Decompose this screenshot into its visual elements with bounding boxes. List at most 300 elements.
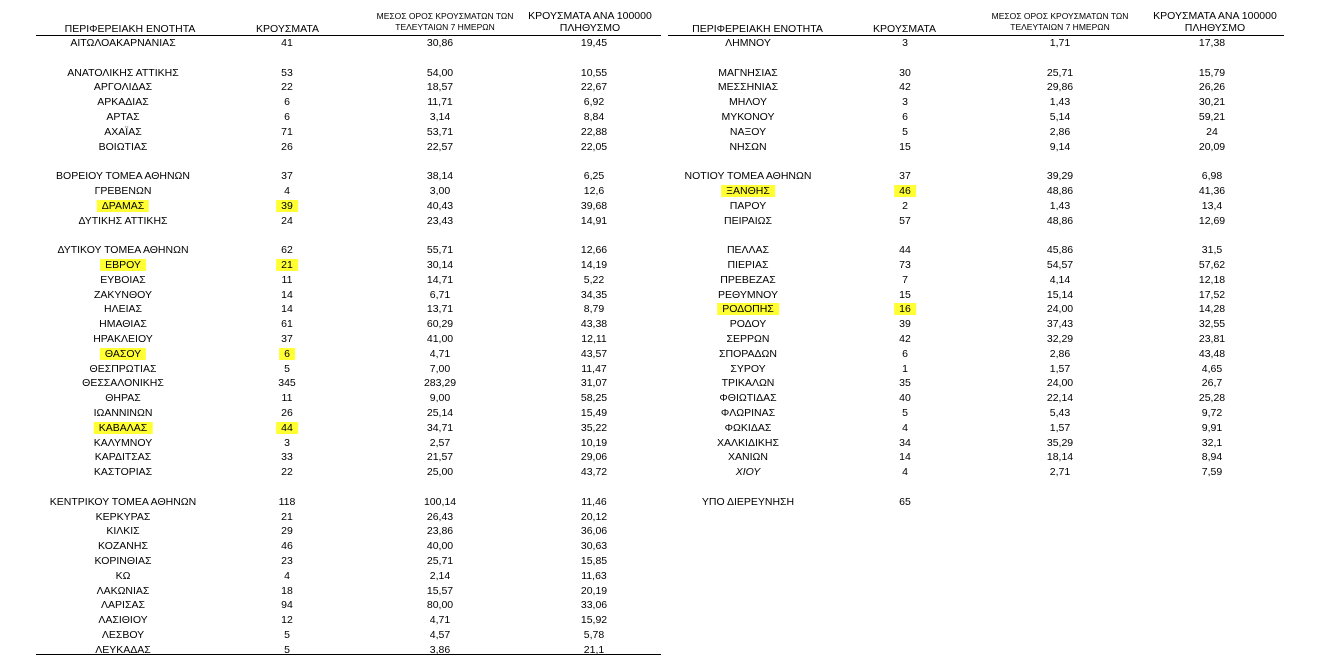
right-row-name: [725, 37, 771, 50]
right-row-cases: [899, 67, 911, 80]
left-row-per100k-text: 11,63: [581, 569, 607, 582]
left-row-name: [90, 363, 157, 376]
right-row-name: [727, 244, 769, 257]
right-row-avg-text: 1,43: [1049, 199, 1071, 212]
right-row-avg-text: 24,00: [1046, 377, 1074, 390]
left-row-cases-text: 14: [281, 288, 293, 301]
right-avg-header-line1: ΜΕΣΟΣ ΟΡΟΣ ΚΡΟΥΣΜΑΤΩΝ ΤΩΝ: [991, 11, 1129, 21]
left-avg-header-line2: ΤΕΛΕΥΤΑΙΩΝ 7 ΗΜΕΡΩΝ: [395, 22, 495, 32]
left-per100k-header: [520, 10, 660, 34]
left-row-cases-text: 4: [284, 569, 290, 582]
right-row-per100k-text: 26,7: [1201, 377, 1223, 390]
right-row-per100k: [1199, 81, 1225, 94]
right-row-avg-text: 15,14: [1046, 288, 1074, 301]
right-row-per100k: [1202, 200, 1222, 213]
right-row-per100k-text: 12,18: [1198, 273, 1226, 286]
right-row-cases: [902, 363, 908, 376]
right-row-cases: [902, 422, 908, 435]
right-row-cases-text: 15: [899, 140, 911, 153]
left-row-name: [95, 451, 152, 464]
right-row-name-text: ΜΕΣΣΗΝΙΑΣ: [717, 81, 779, 94]
right-row-per100k: [1202, 377, 1222, 390]
left-row-avg-text: 54,00: [426, 66, 454, 79]
right-row-cases: [902, 407, 908, 420]
left-row-name-text: ΔΥΤΙΚΗΣ ΑΤΤΙΚΗΣ: [78, 214, 168, 227]
right-row-cases-text: 15: [899, 288, 911, 301]
right-row-cases: [899, 215, 911, 228]
left-row-per100k: [584, 170, 604, 183]
right-row-avg-text: 54,57: [1046, 259, 1074, 271]
left-row-avg-text: 40,00: [426, 540, 454, 553]
right-row-name-text: ΧΑΝΙΩΝ: [728, 451, 768, 464]
right-row-cases-text: 57: [899, 214, 911, 227]
left-row-avg: [430, 644, 450, 657]
right-row-per100k: [1202, 437, 1222, 450]
right-row-cases: [899, 451, 911, 464]
right-row-name-text: ΡΟΔΟΠΗΣ: [717, 303, 779, 315]
left-row-cases-text: 4: [284, 185, 290, 197]
left-row-cases: [281, 333, 293, 346]
right-row-avg: [1050, 348, 1070, 361]
left-row-per100k-text: 5,78: [583, 629, 605, 641]
right-row-cases-text: 34: [899, 436, 911, 449]
left-row-name: [105, 392, 140, 405]
right-row-cases: [894, 303, 916, 316]
left-row-avg-text: 53,71: [426, 125, 454, 138]
left-row-avg-text: 38,14: [426, 170, 454, 183]
right-row-cases-text: 35: [899, 377, 911, 390]
right-row-cases: [894, 185, 916, 198]
left-row-name-text: ΚΑΒΑΛΑΣ: [94, 422, 153, 434]
left-row-avg: [427, 451, 453, 464]
right-row-name: [720, 274, 776, 287]
left-row-cases-text: 21: [281, 510, 293, 523]
right-row-name-text: ΝΑΞΟΥ: [729, 125, 767, 138]
right-row-name: [719, 392, 776, 405]
right-row-per100k: [1202, 407, 1222, 420]
left-row-cases: [281, 614, 293, 627]
left-header-rule: [36, 35, 661, 36]
left-row-cases-text: 3: [284, 436, 290, 449]
left-row-name: [100, 259, 146, 272]
left-row-per100k: [581, 363, 607, 376]
left-row-cases: [281, 585, 293, 598]
left-row-cases: [284, 185, 290, 198]
left-row-per100k-text: 6,25: [583, 170, 605, 183]
right-row-avg-text: 29,86: [1046, 81, 1074, 94]
left-row-name-text: ΗΛΕΙΑΣ: [103, 303, 143, 316]
left-row-cases: [281, 81, 293, 94]
right-row-name-text: ΤΡΙΚΑΛΩΝ: [721, 377, 775, 390]
right-row-name: [736, 466, 761, 479]
left-row-per100k: [581, 407, 607, 420]
right-row-per100k-text: 30,21: [1198, 96, 1226, 109]
left-row-name: [94, 407, 153, 420]
right-row-per100k: [1199, 215, 1225, 228]
right-row-name: [730, 126, 766, 139]
left-row-avg-text: 80,00: [426, 599, 454, 612]
left-row-cases: [276, 422, 298, 435]
right-row-avg: [1047, 244, 1073, 257]
right-row-cases-text: 30: [899, 66, 911, 79]
left-row-avg: [427, 259, 453, 272]
right-row-per100k: [1199, 259, 1225, 272]
left-row-name-text: ΓΡΕΒΕΝΩΝ: [94, 185, 152, 197]
left-row-name: [97, 200, 149, 213]
right-row-avg: [1047, 215, 1073, 228]
right-per100k-header: [1145, 10, 1285, 34]
left-row-cases: [281, 318, 293, 331]
right-row-name-text: ΧΙΟΥ: [735, 466, 761, 479]
left-row-per100k-text: 58,25: [580, 392, 608, 405]
right-row-name-text: ΥΠΟ ΔΙΕΡΕΥΝΗΣΗ: [701, 495, 795, 508]
right-row-per100k-text: 9,91: [1201, 421, 1223, 434]
right-row-avg-text: 39,29: [1046, 170, 1074, 183]
left-row-avg-text: 283,29: [423, 377, 457, 390]
right-row-avg-text: 1,43: [1049, 96, 1071, 109]
left-row-avg-text: 3,14: [429, 111, 451, 123]
left-row-avg-text: 13,71: [426, 303, 454, 316]
right-row-avg: [1050, 37, 1070, 50]
left-row-name: [96, 511, 151, 524]
left-row-name: [99, 318, 147, 331]
right-row-cases-text: 39: [899, 318, 911, 331]
right-row-cases-text: 2: [902, 199, 908, 212]
right-row-avg: [1047, 67, 1073, 80]
right-row-avg: [1050, 466, 1070, 479]
left-row-per100k-text: 15,49: [580, 407, 608, 419]
left-row-per100k: [581, 392, 607, 405]
right-row-avg-text: 4,14: [1049, 273, 1071, 286]
left-row-avg: [430, 570, 450, 583]
left-row-name-text: ΛΕΥΚΑΔΑΣ: [95, 643, 151, 656]
right-row-cases: [902, 96, 908, 109]
left-row-avg: [427, 200, 453, 213]
right-row-cases-text: 3: [902, 96, 908, 109]
right-row-avg: [1047, 318, 1073, 331]
right-row-cases-text: 6: [902, 111, 908, 123]
right-row-per100k: [1206, 126, 1218, 139]
left-row-per100k-text: 12,6: [583, 185, 605, 197]
left-row-per100k: [581, 141, 607, 154]
right-row-avg: [1047, 303, 1073, 316]
right-row-avg-text: 24,00: [1046, 303, 1074, 316]
left-row-avg: [427, 318, 453, 331]
left-row-cases: [279, 348, 295, 361]
left-row-per100k: [581, 37, 607, 50]
left-row-avg: [430, 348, 450, 361]
left-row-cases-text: 62: [281, 244, 293, 257]
left-row-cases-text: 94: [281, 599, 293, 612]
right-row-name-text: ΝΗΣΩΝ: [729, 140, 767, 153]
left-row-avg-text: 22,57: [426, 140, 454, 153]
left-row-per100k-text: 19,45: [580, 37, 608, 49]
right-row-cases-text: 44: [899, 244, 911, 257]
left-row-cases: [281, 555, 293, 568]
right-row-name-text: ΜΑΓΝΗΣΙΑΣ: [718, 66, 778, 79]
left-row-cases: [281, 511, 293, 524]
left-row-avg: [427, 555, 453, 568]
left-row-cases: [284, 363, 290, 376]
right-row-per100k-text: 7,59: [1201, 466, 1223, 479]
left-row-per100k: [581, 348, 607, 361]
left-row-name: [67, 67, 178, 80]
left-row-name-text: ΚΙΛΚΙΣ: [106, 525, 140, 538]
right-row-per100k-text: 17,52: [1198, 288, 1226, 301]
right-row-per100k: [1199, 96, 1225, 109]
right-row-name: [728, 451, 768, 464]
right-row-cases: [899, 141, 911, 154]
left-row-avg-text: 3,86: [429, 643, 451, 656]
left-row-avg: [430, 392, 450, 405]
left-row-per100k: [584, 96, 604, 109]
left-row-per100k-text: 5,22: [583, 273, 605, 286]
left-row-per100k: [581, 466, 607, 479]
left-row-avg-text: 40,43: [426, 199, 454, 212]
left-row-cases: [276, 259, 298, 272]
right-row-name: [729, 96, 767, 109]
left-row-avg: [424, 377, 456, 390]
right-row-avg: [1047, 451, 1073, 464]
right-row-cases-text: 6: [902, 347, 908, 360]
right-row-name-text: ΠΕΙΡΑΙΩΣ: [724, 214, 772, 227]
left-row-avg: [427, 37, 453, 50]
left-row-per100k: [581, 437, 607, 450]
left-row-name-text: ΑΡΤΑΣ: [106, 111, 140, 123]
left-row-name: [102, 629, 144, 642]
left-row-per100k: [581, 289, 607, 302]
left-row-avg-text: 100,14: [423, 495, 457, 508]
left-row-per100k-text: 35,22: [580, 421, 608, 434]
right-row-per100k: [1199, 67, 1225, 80]
left-avg-header-line1: ΜΕΣΟΣ ΟΡΟΣ ΚΡΟΥΣΜΑΤΩΝ ΤΩΝ: [376, 11, 514, 21]
left-row-per100k-text: 43,72: [580, 466, 608, 479]
right-per100k-header-line2: ΠΛΗΘΥΣΜΟ: [1184, 22, 1246, 34]
right-row-name: [727, 333, 770, 346]
left-row-avg-text: 4,71: [429, 347, 451, 360]
left-row-avg-text: 30,86: [426, 37, 454, 49]
left-row-per100k: [581, 422, 607, 435]
left-row-per100k: [581, 126, 607, 139]
right-row-per100k-text: 6,98: [1201, 170, 1223, 183]
left-row-name: [94, 289, 152, 302]
right-row-per100k-text: 12,69: [1198, 214, 1226, 227]
left-row-per100k-text: 34,35: [580, 288, 608, 301]
left-row-per100k-text: 43,57: [580, 347, 608, 360]
left-row-per100k-text: 15,85: [580, 555, 608, 567]
left-row-avg: [430, 363, 450, 376]
left-row-cases-text: 71: [281, 125, 293, 138]
left-row-avg: [427, 96, 453, 109]
left-row-per100k: [581, 81, 607, 94]
right-row-avg-text: 18,14: [1046, 451, 1074, 464]
left-row-avg: [427, 244, 453, 257]
right-row-name-text: ΜΗΛΟΥ: [729, 96, 767, 109]
right-row-per100k: [1199, 289, 1225, 302]
right-row-avg-text: 22,14: [1046, 392, 1074, 405]
left-row-name: [50, 496, 196, 509]
right-row-per100k-text: 25,28: [1198, 392, 1226, 405]
right-row-avg: [1050, 274, 1070, 287]
right-per100k-header-line1: ΚΡΟΥΣΜΑΤΑ ΑΝΑ 100000: [1153, 10, 1277, 22]
right-row-avg: [1050, 111, 1070, 124]
right-row-name: [730, 318, 767, 331]
left-row-per100k-text: 22,05: [580, 140, 608, 153]
right-row-per100k-text: 41,36: [1198, 185, 1226, 197]
left-row-per100k-text: 30,63: [580, 540, 608, 553]
left-row-name: [100, 274, 146, 287]
left-row-name: [97, 96, 148, 109]
right-row-per100k-text: 43,48: [1198, 347, 1226, 360]
left-row-name: [78, 215, 167, 228]
left-row-avg-text: 55,71: [426, 244, 454, 257]
right-row-per100k: [1199, 141, 1225, 154]
left-row-avg: [430, 437, 450, 450]
left-row-per100k: [581, 259, 607, 272]
left-row-cases: [281, 215, 293, 228]
right-row-name: [719, 348, 777, 361]
left-row-per100k: [581, 585, 607, 598]
left-row-per100k: [584, 644, 604, 657]
left-row-cases: [284, 111, 290, 124]
right-row-name-text: ΦΩΚΙΔΑΣ: [724, 421, 772, 434]
right-row-avg-text: 32,29: [1046, 333, 1074, 345]
left-row-per100k-text: 39,68: [580, 199, 608, 212]
right-row-name: [725, 422, 772, 435]
left-row-cases-text: 39: [276, 200, 298, 212]
left-row-per100k: [581, 614, 607, 627]
right-row-per100k-text: 9,72: [1201, 407, 1223, 419]
left-row-avg-text: 30,14: [426, 259, 454, 271]
left-row-name-text: ΚΑΡΔΙΤΣΑΣ: [94, 451, 152, 464]
left-row-avg-text: 34,71: [426, 421, 454, 434]
right-row-name: [717, 437, 779, 450]
right-row-name: [721, 185, 775, 198]
left-row-per100k: [581, 244, 607, 257]
right-row-name-text: ΜΥΚΟΝΟΥ: [721, 111, 775, 123]
left-row-cases: [284, 437, 290, 450]
right-row-cases: [899, 496, 911, 509]
left-row-name: [99, 141, 148, 154]
right-row-avg: [1047, 392, 1073, 405]
left-row-avg-text: 25,71: [426, 555, 454, 567]
left-row-per100k-text: 14,19: [580, 259, 608, 271]
left-row-name: [104, 303, 142, 316]
left-row-cases: [281, 67, 293, 80]
right-row-name-text: ΣΠΟΡΑΔΩΝ: [719, 347, 777, 360]
left-region-header: ΠΕΡΙΦΕΡΕΙΑΚΗ ΕΝΟΤΗΤΑ: [64, 23, 196, 35]
left-row-avg-text: 60,29: [426, 318, 454, 331]
left-row-per100k-text: 10,55: [580, 66, 608, 79]
right-region-header: ΠΕΡΙΦΕΡΕΙΑΚΗ ΕΝΟΤΗΤΑ: [692, 23, 823, 35]
left-row-name-text: ΑΙΤΩΛΟΑΚΑΡΝΑΝΙΑΣ: [70, 37, 176, 49]
right-row-avg-text: 48,86: [1046, 214, 1074, 227]
left-row-avg: [427, 81, 453, 94]
left-per100k-header-line2: ΠΛΗΘΥΣΜΟ: [559, 22, 621, 34]
left-row-cases-text: 29: [281, 525, 293, 538]
right-row-cases: [902, 466, 908, 479]
right-row-cases: [902, 111, 908, 124]
left-row-avg-text: 2,57: [429, 436, 451, 449]
left-row-name: [94, 437, 152, 450]
right-row-cases: [899, 437, 911, 450]
left-row-cases-text: 118: [278, 495, 296, 508]
left-row-per100k-text: 15,92: [580, 614, 608, 627]
left-row-name-text: ΑΧΑΪΑΣ: [104, 125, 142, 138]
right-row-cases: [899, 244, 911, 257]
left-row-avg: [427, 303, 453, 316]
left-row-name: [98, 540, 148, 553]
left-row-cases-text: 26: [281, 140, 293, 153]
left-row-avg: [427, 67, 453, 80]
left-row-name-text: ΚΑΛΥΜΝΟΥ: [93, 436, 153, 449]
left-row-name: [97, 585, 150, 598]
right-row-avg-text: 1,57: [1049, 421, 1071, 434]
left-row-avg-text: 3,00: [429, 185, 451, 197]
left-row-avg-text: 6,71: [429, 288, 451, 301]
left-row-cases-text: 6: [284, 96, 290, 109]
right-row-cases: [899, 333, 911, 346]
right-avg-header: [965, 11, 1155, 33]
left-row-cases-text: 53: [281, 66, 293, 79]
right-row-cases-text: 1: [902, 362, 908, 375]
right-row-per100k: [1199, 318, 1225, 331]
right-row-avg: [1050, 422, 1070, 435]
left-row-name-text: ΚΕΝΤΡΙΚΟΥ ΤΟΜΕΑ ΑΘΗΝΩΝ: [49, 495, 197, 508]
left-row-per100k: [581, 333, 607, 346]
right-row-name: [730, 363, 765, 376]
left-row-avg: [427, 141, 453, 154]
right-row-avg: [1047, 170, 1073, 183]
left-row-avg: [427, 215, 453, 228]
left-row-avg: [430, 614, 450, 627]
left-row-avg: [427, 170, 453, 183]
left-row-name: [104, 126, 141, 139]
left-row-name-text: ΚΕΡΚΥΡΑΣ: [95, 510, 151, 523]
right-row-avg-text: 1,57: [1049, 362, 1071, 375]
left-row-cases-text: 6: [284, 111, 290, 123]
right-row-per100k-text: 31,5: [1201, 244, 1223, 257]
right-row-avg-text: 45,86: [1046, 244, 1074, 257]
left-row-per100k-text: 21,1: [583, 643, 605, 656]
left-row-per100k-text: 22,88: [580, 125, 608, 138]
left-row-per100k-text: 43,38: [580, 318, 608, 331]
left-row-cases: [281, 141, 293, 154]
right-row-per100k: [1199, 274, 1225, 287]
right-row-cases: [899, 318, 911, 331]
left-row-per100k-text: 22,67: [580, 81, 608, 94]
left-row-name-text: ΘΕΣΣΑΛΟΝΙΚΗΣ: [82, 377, 164, 390]
right-row-name: [721, 111, 774, 124]
left-row-avg: [427, 333, 453, 346]
left-row-cases: [281, 244, 293, 257]
left-row-per100k: [581, 525, 607, 538]
left-row-name-text: ΔΡΑΜΑΣ: [97, 200, 149, 212]
right-row-cases-text: 5: [902, 407, 908, 419]
left-row-avg-text: 26,43: [426, 510, 454, 523]
right-row-avg: [1047, 259, 1073, 272]
left-row-per100k: [581, 496, 607, 509]
right-row-name-text: ΣΥΡΟΥ: [730, 362, 766, 375]
left-row-name: [57, 244, 188, 257]
left-row-per100k: [581, 215, 607, 228]
right-row-avg: [1050, 126, 1070, 139]
left-row-name: [94, 81, 152, 94]
left-row-per100k-text: 8,84: [583, 111, 605, 123]
left-row-per100k-text: 20,19: [580, 584, 608, 597]
right-row-per100k: [1199, 185, 1225, 198]
left-row-name: [70, 37, 175, 50]
